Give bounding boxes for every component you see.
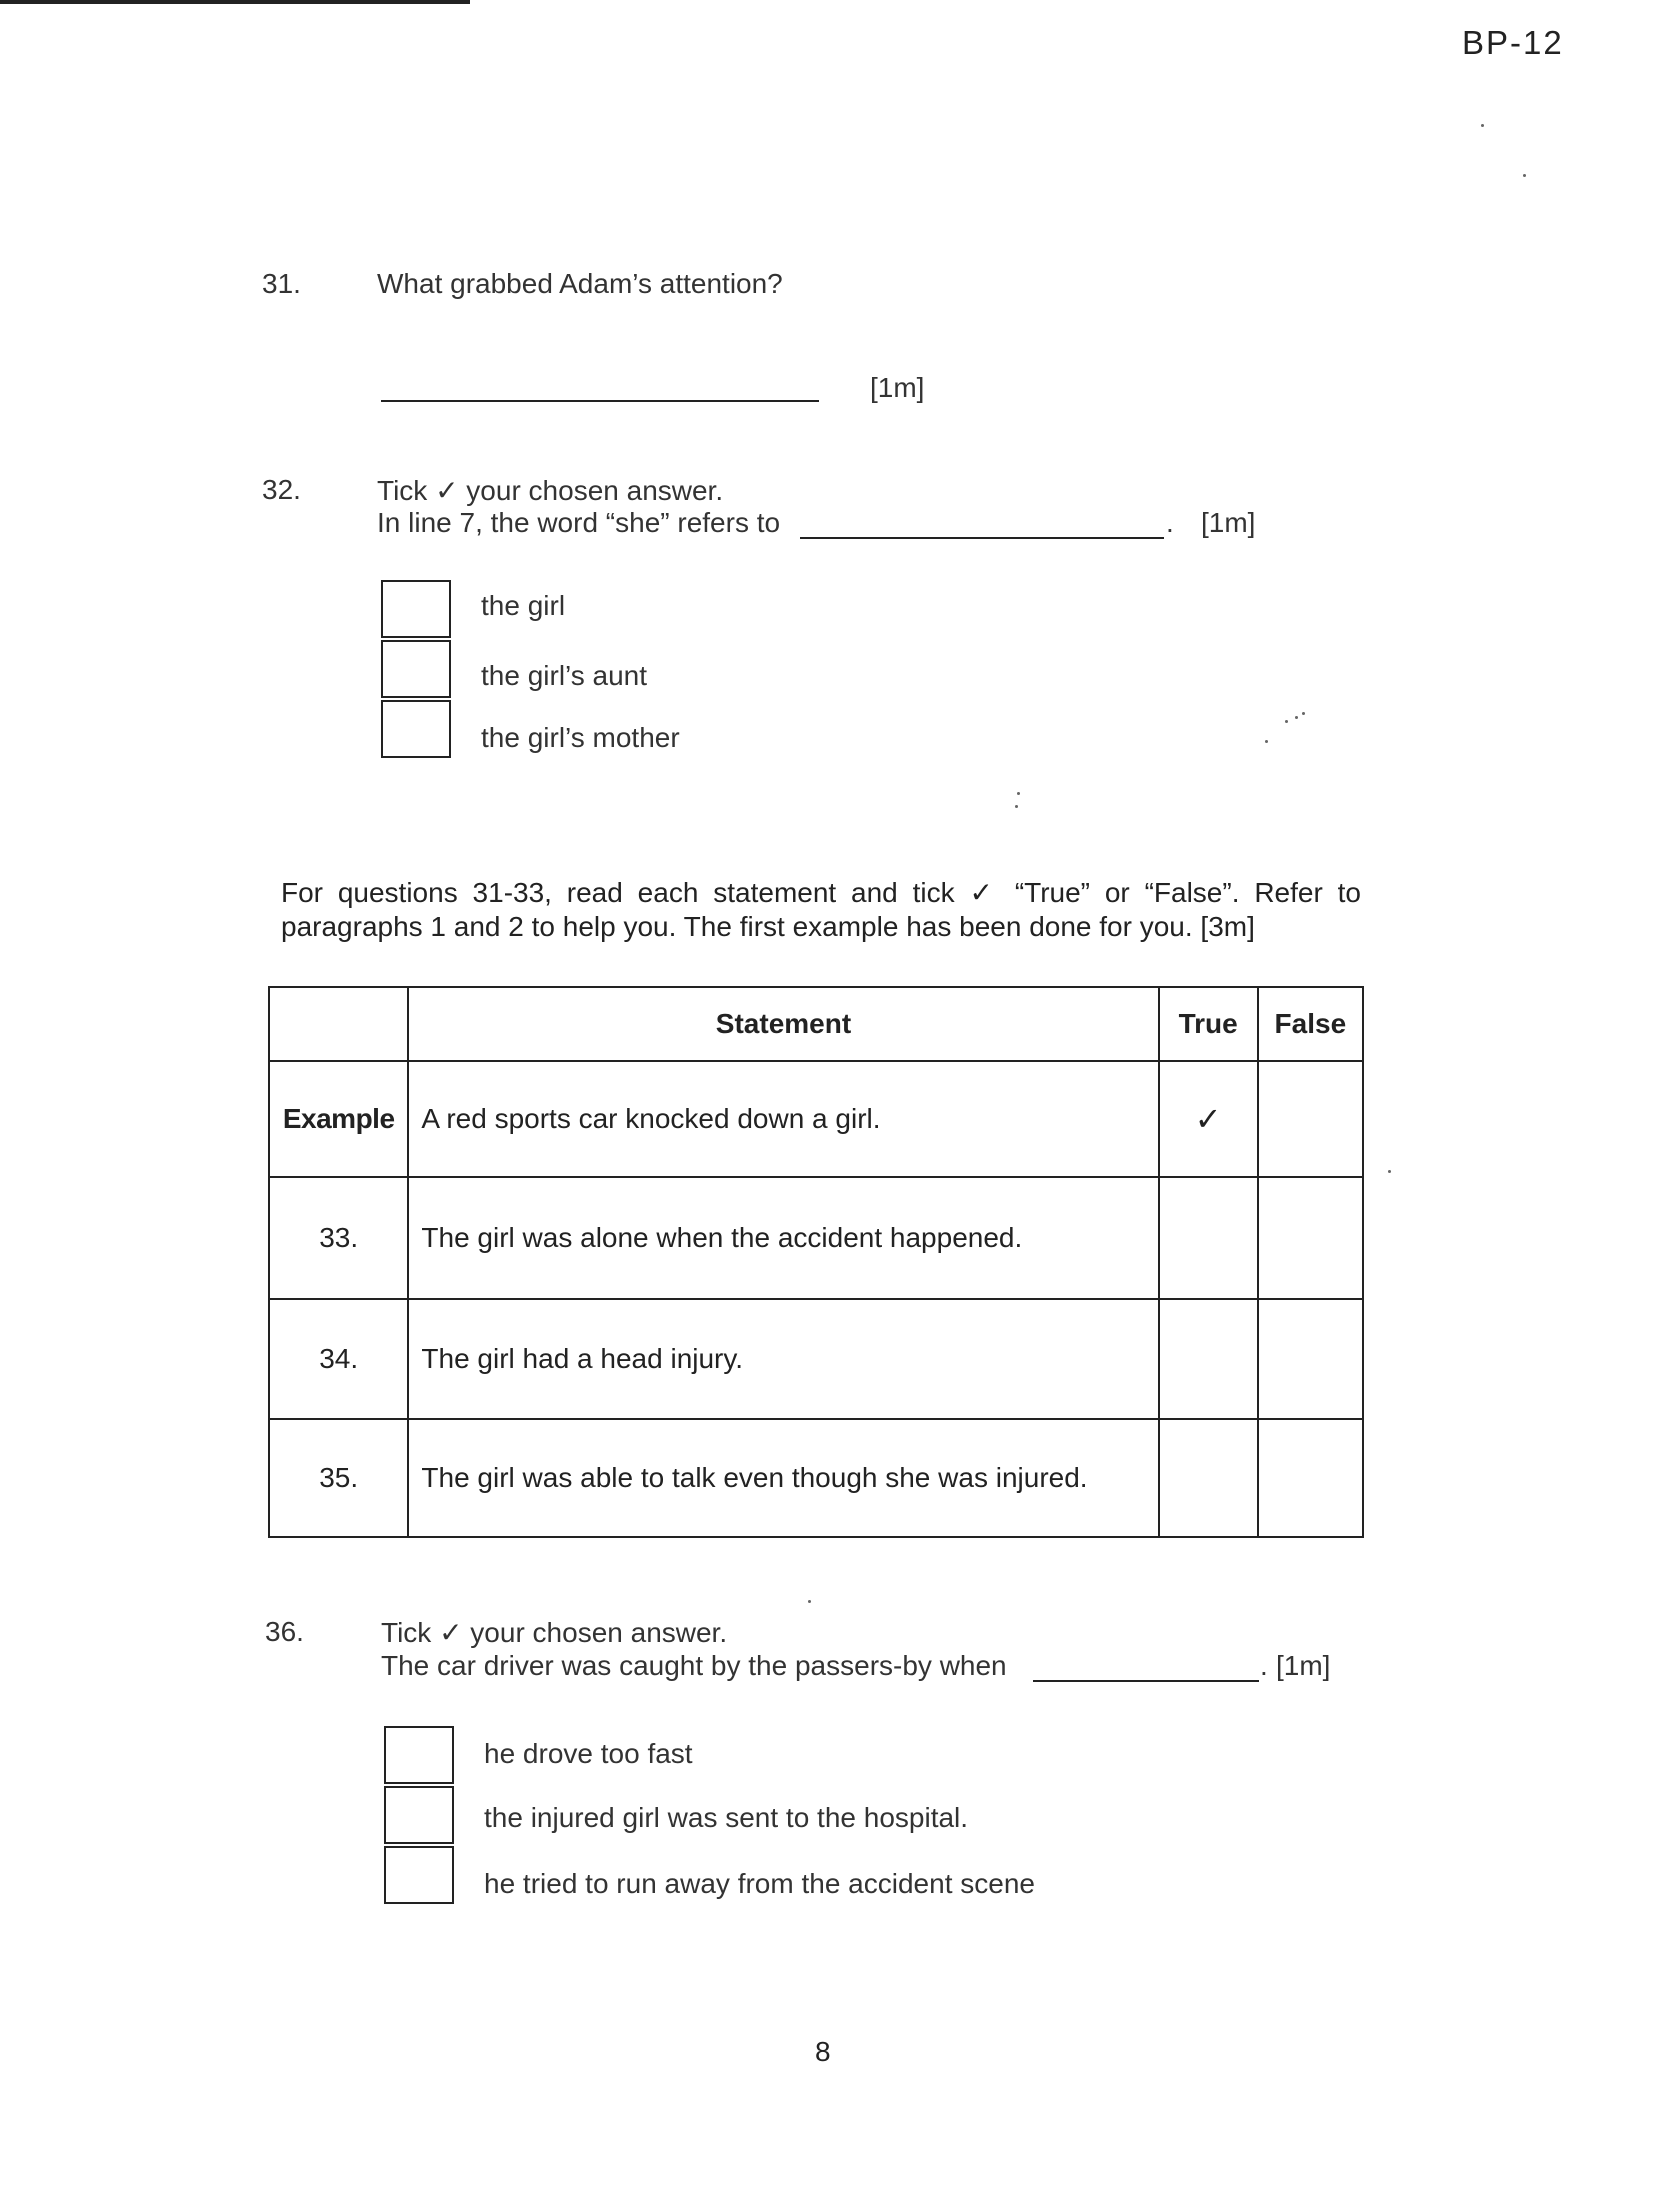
scan-speck xyxy=(1015,805,1018,808)
row-statement: The girl was alone when the accident happened. xyxy=(408,1177,1158,1299)
top-scan-rule xyxy=(0,0,470,4)
option-label-3: he tried to run away from the accident scene xyxy=(484,1868,1035,1899)
scan-speck xyxy=(1302,712,1305,715)
true-cell[interactable] xyxy=(1159,1299,1258,1419)
question-prompt: The car driver was caught by the passers-by when xyxy=(381,1650,1007,1681)
question-number: 32. xyxy=(262,474,301,505)
true-cell[interactable] xyxy=(1159,1419,1258,1537)
option-label-1: the girl xyxy=(481,590,566,621)
answer-line[interactable] xyxy=(1033,1680,1259,1682)
row-number: Example xyxy=(269,1061,408,1177)
scan-speck xyxy=(1388,1170,1391,1173)
option-label-3: the girl’s mother xyxy=(481,722,680,753)
scan-speck xyxy=(808,1600,811,1603)
row-number: 34. xyxy=(269,1299,408,1419)
row-number: 33. xyxy=(269,1177,408,1299)
prompt-end: . xyxy=(1166,507,1174,538)
table-header-row xyxy=(269,987,1363,1061)
row-number: 35. xyxy=(269,1419,408,1537)
marks-label: [1m] xyxy=(1276,1650,1331,1681)
scan-speck xyxy=(1481,124,1484,127)
false-cell[interactable] xyxy=(1258,1419,1363,1537)
option-checkbox-2[interactable] xyxy=(381,640,451,698)
false-cell[interactable] xyxy=(1258,1061,1363,1177)
marks-label: [1m] xyxy=(1201,507,1256,538)
option-checkbox-1[interactable] xyxy=(384,1726,454,1784)
option-checkbox-3[interactable] xyxy=(384,1846,454,1904)
prompt-end: . xyxy=(1260,1650,1268,1681)
page-code: BP-12 xyxy=(1462,24,1564,61)
table-row xyxy=(269,1177,1363,1299)
scan-speck xyxy=(1523,174,1526,177)
question-number: 31. xyxy=(262,268,301,299)
true-cell[interactable]: ✓ xyxy=(1159,1061,1258,1177)
option-checkbox-3[interactable] xyxy=(381,700,451,758)
header-true: True xyxy=(1159,987,1258,1061)
marks-label: [1m] xyxy=(870,372,925,403)
true-cell[interactable] xyxy=(1159,1177,1258,1299)
false-cell[interactable] xyxy=(1258,1177,1363,1299)
question-prompt: In line 7, the word “she” refers to xyxy=(377,507,781,538)
table-row xyxy=(269,1299,1363,1419)
header-number xyxy=(269,987,408,1061)
question-instruction: Tick ✓ your chosen answer. xyxy=(377,475,724,506)
option-label-2: the injured girl was sent to the hospital. xyxy=(484,1802,969,1833)
header-false: False xyxy=(1258,987,1363,1061)
scan-speck xyxy=(1285,720,1288,723)
question-number: 36. xyxy=(265,1616,304,1647)
scan-speck xyxy=(1295,716,1298,719)
page-number: 8 xyxy=(815,2036,831,2067)
row-statement: The girl had a head injury. xyxy=(408,1299,1158,1419)
row-statement: A red sports car knocked down a girl. xyxy=(408,1061,1158,1177)
tf-instructions-line-2: paragraphs 1 and 2 to help you. The first example has been done for you. [3m] xyxy=(281,911,1255,942)
tf-instructions xyxy=(281,876,1361,944)
option-checkbox-1[interactable] xyxy=(381,580,451,638)
row-statement: The girl was able to talk even though she was injured. xyxy=(408,1419,1158,1537)
true-false-table xyxy=(268,986,1364,1538)
tf-instructions-line-1: For questions 31-33, read each statement and tick ✓ “True” or “False”. Refer to xyxy=(281,877,1361,908)
option-label-2: the girl’s aunt xyxy=(481,660,648,691)
question-text: What grabbed Adam’s attention? xyxy=(377,268,783,299)
option-checkbox-2[interactable] xyxy=(384,1786,454,1844)
answer-line[interactable] xyxy=(381,400,819,402)
table-row xyxy=(269,1419,1363,1537)
scan-speck xyxy=(1017,792,1020,795)
header-statement: Statement xyxy=(408,987,1158,1061)
scan-speck xyxy=(1265,740,1268,743)
option-label-1: he drove too fast xyxy=(484,1738,693,1769)
table-row xyxy=(269,1061,1363,1177)
false-cell[interactable] xyxy=(1258,1299,1363,1419)
answer-line[interactable] xyxy=(800,537,1164,539)
question-instruction: Tick ✓ your chosen answer. xyxy=(381,1617,728,1648)
